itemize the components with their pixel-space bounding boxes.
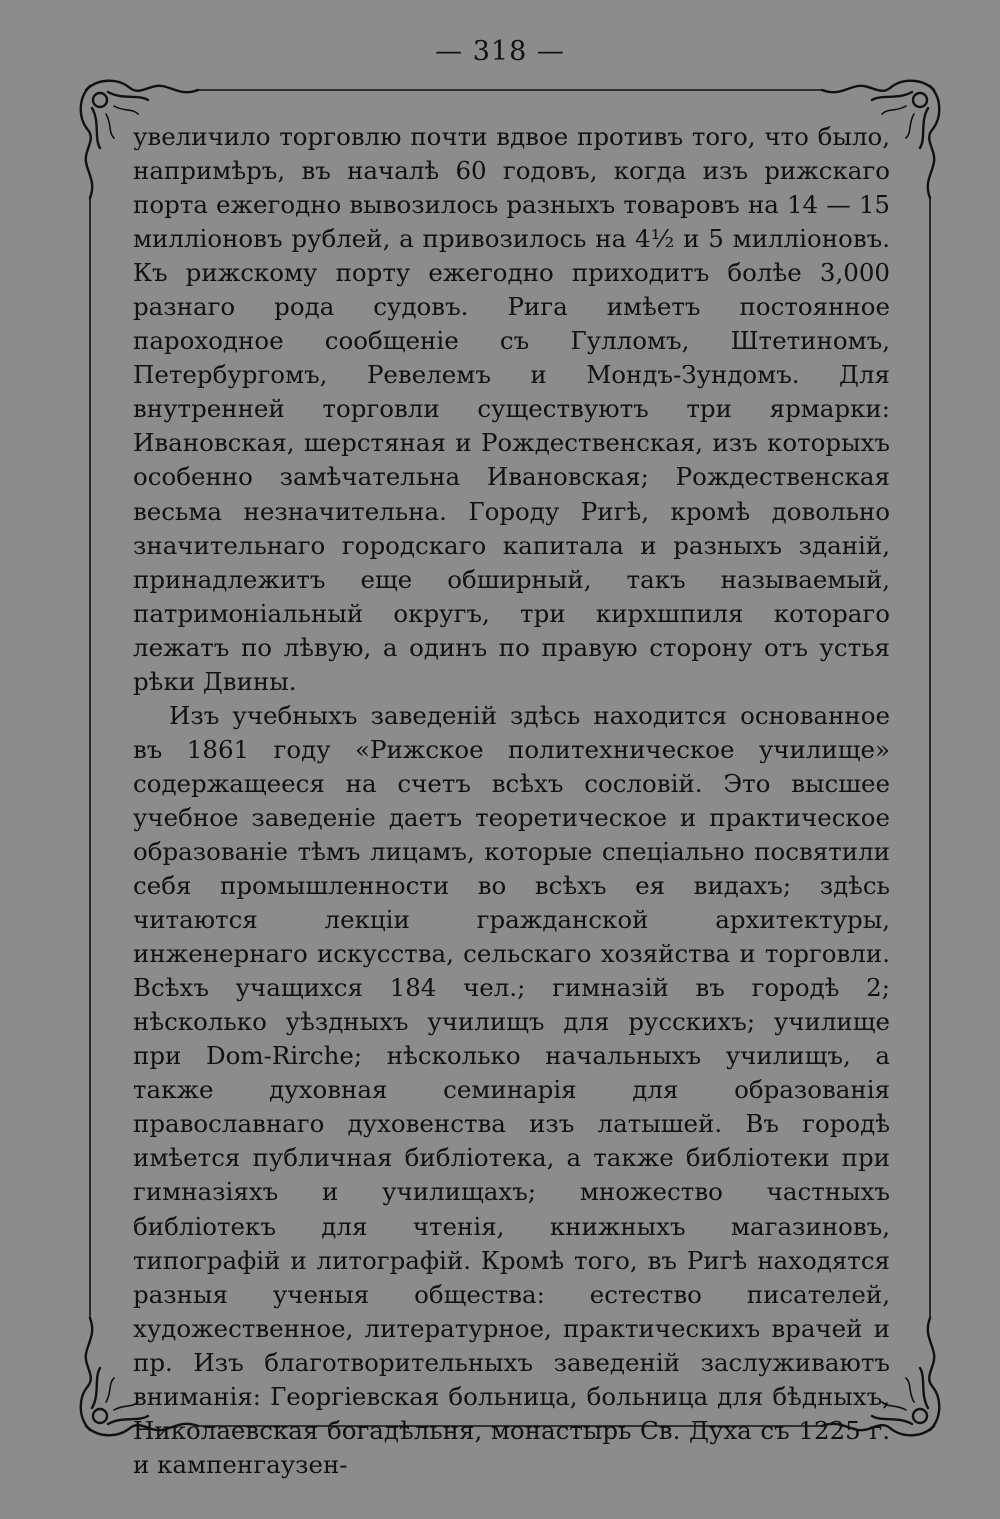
paragraph-2: Изъ учебныхъ заведеній здѣсь находится основанное въ 1861 году «Рижское политехническое училище» содержащееся на счетъ всѣхъ сословій. Это высшее учебное заведеніе даетъ теоретическое и практическое образованіе тѣмъ лицамъ, которые спеціально посвятили себя промышленности во всѣхъ ея видахъ; здѣсь читаются лекціи гражданской архитектуры, инженернаго искусства, сельскаго хозяйства и торговли. Всѣхъ учащихся 184 чел.; гимназій въ городѣ 2; нѣсколько уѣздныхъ училищъ для русскихъ; училище при Dom-Rirche; нѣсколько начальныхъ училищъ, а также духовная семинарія для образованія православнаго духовенства изъ латышей. Въ городѣ имѣется публичная библіотека, а также библіотеки при гимназіяхъ и училищахъ; множество частныхъ библіотекъ для чтенія, книжныхъ магазиновъ, типографій и литографій. Кромѣ того, въ Ригѣ находятся разныя ученыя общества: естество писателей, художественное, литературное, практическихъ врачей и пр. Изъ благотворительныхъ заведеній заслуживаютъ вниманія: Георгіевская больница, больница для бѣдныхъ, Николаевская богадѣльня, монастырь Св. Духа съ 1225 г. и кампенгаузен- [133,700,890,1479]
body-text [133,120,890,1482]
paragraph-1: увеличило торговлю почти вдвое противъ того, что было, напримѣръ, въ началѣ 60 годовъ, когда изъ рижскаго порта ежегодно вывозилось разныхъ товаровъ на 14 — 15 милліоновъ рублей, а привозилось на 4½ и 5 милліоновъ. Къ рижскому порту ежегодно приходитъ болѣе 3,000 разнаго рода судовъ. Рига имѣетъ постоянное пароходное сообщеніе съ Гулломъ, Штетиномъ, Петербургомъ, Ревелемъ и Мондъ-Зундомъ. Для внутренней торговли существуютъ три ярмарки: Ивановская, шерстяная и Рождественская, изъ которыхъ особенно замѣчательна Ивановская; Рождественская весьма незначительна. Городу Ригѣ, кромѣ довольно значительнаго городскаго капитала и разныхъ зданій, принадлежитъ еще обширный, такъ называемый, патримоніальный округъ, три кирхшпиля котораго лежатъ по лѣвую, а одинъ по правую сторону отъ устья рѣки Двины. [133,122,890,696]
page-number: — 318 — [435,36,565,67]
